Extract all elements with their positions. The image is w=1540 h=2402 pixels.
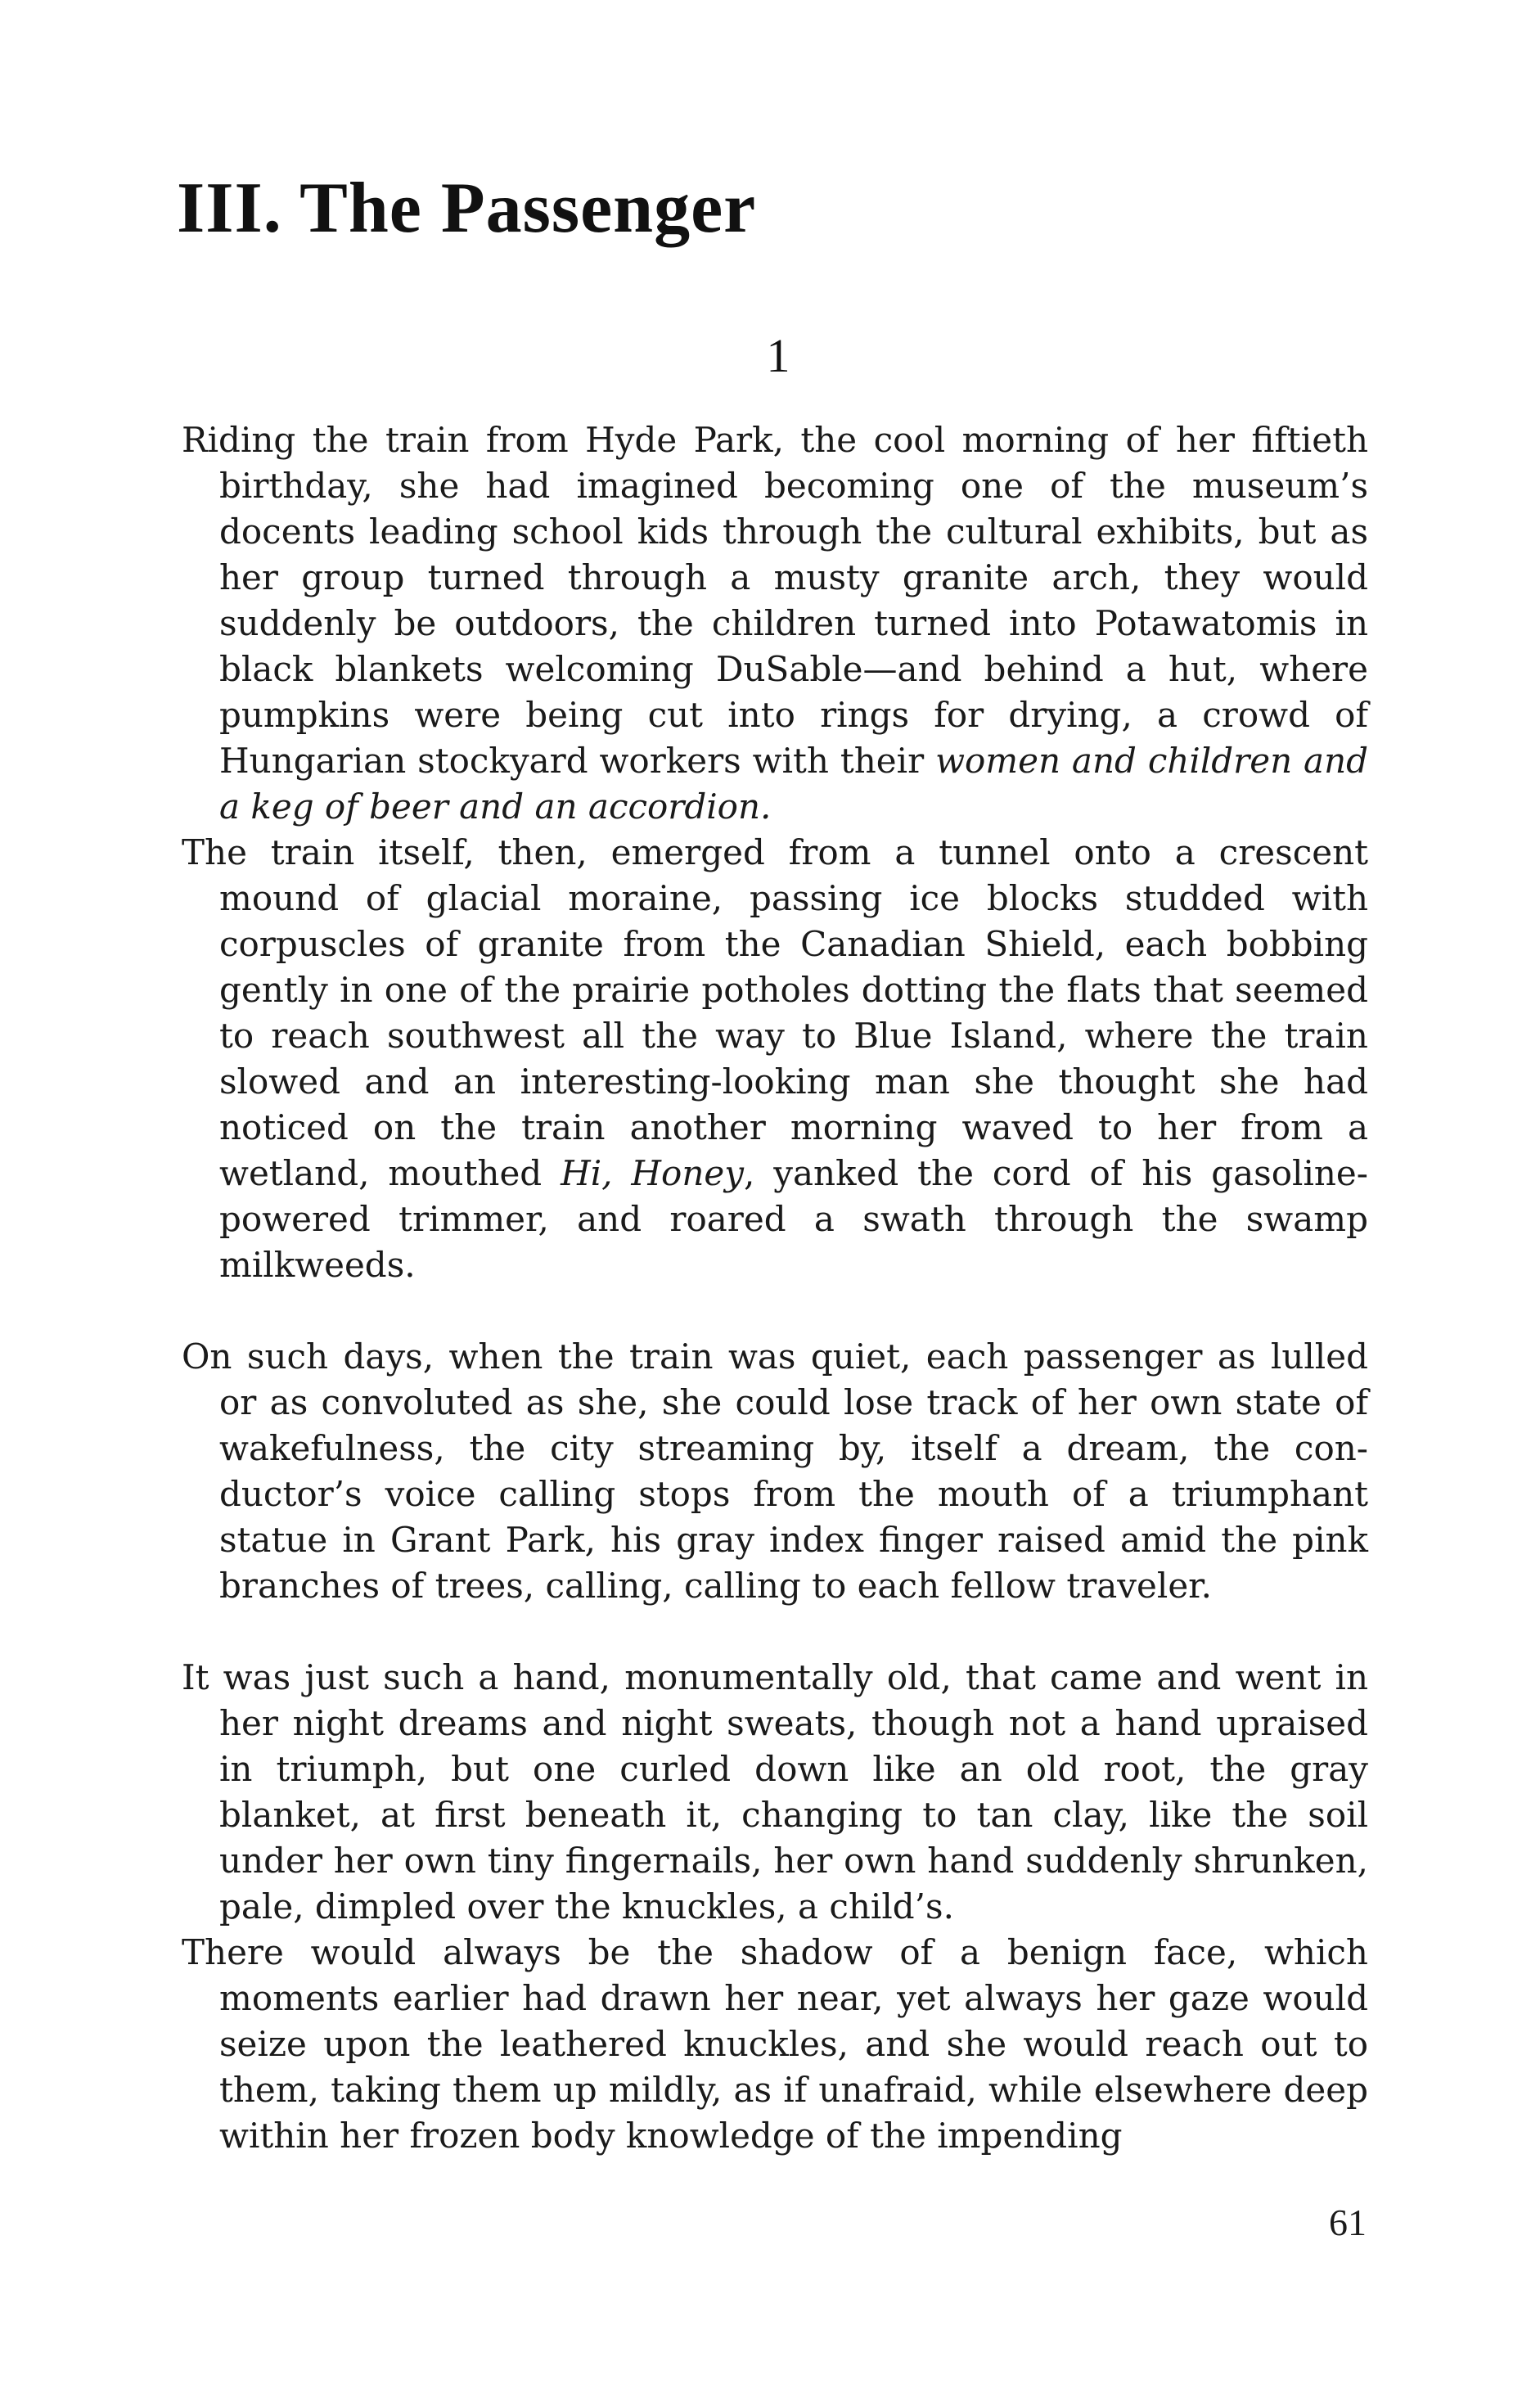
paragraph-4: It was just such a hand, monumentally old, that came and went in her night dreams and night sweats, though not a hand upraised in triumph, but one curled down like an old root, the gray blanket, at first beneath it, changing to tan clay, like the soil under her own tiny fingernails, her own hand suddenly shrunken, pale, dimpled over the knuckles, a child’s. bbox=[182, 1657, 1368, 1927]
paragraph-1 bbox=[182, 417, 1368, 830]
paragraph-gap bbox=[182, 1288, 1368, 1334]
paragraph-2-text-end: , yanked the cord of his gasoline-powered trimmer, and roared a swath through the swamp milkweeds. bbox=[219, 1153, 1368, 1285]
section-number: 1 bbox=[766, 329, 790, 382]
paragraph-gap bbox=[182, 1609, 1368, 1655]
paragraph-2-text: The train itself, then, emerged from a tunnel onto a crescent mound of glacial moraine, passing ice blocks studded with corpuscles of granite from the Canadian Shield, each bobbing gently in one of the prairie potholes dotting the flats that seemed to reach southwest all the way to Blue Island, where the train slowed and an interesting-looking man she thought she had noticed on the train another morning waved to her from a wetland, mouthed bbox=[182, 832, 1368, 1193]
paragraph-5: There would always be the shadow of a benign face, which moments earlier had drawn her near, yet always her gaze would seize upon the leathered knuckles, and she would reach out to them, taking them up mildly, as if unafraid, while elsewhere deep within her frozen body knowledge of the impending bbox=[182, 1932, 1368, 2156]
body-text bbox=[182, 417, 1368, 2159]
page-number: 61 bbox=[1329, 2201, 1367, 2243]
section-number-container bbox=[0, 327, 1540, 385]
paragraph-1-italic: women and children and a keg of beer and an accordion. bbox=[219, 741, 1369, 827]
paragraph-3: On such days, when the train was quiet, each passenger as lulled or as convoluted as she, she could lose track of her own state of wakefulness, the city streaming by, itself a dream, the conductor’s voice calling stops from the mouth of a triumphant statue in Grant Park, his gray index finger raised amid the pink branches of trees, calling, calling to each fellow traveler. bbox=[182, 1336, 1368, 1606]
paragraph-1-text: Riding the train from Hyde Park, the cool morning of her fiftieth birthday, she had imagined becoming one of the museum’s docents leading school kids through the cultural exhibits, but as her group turned through a musty granite arch, they would suddenly be outdoors, the children turned into Potawatomis in black blankets welcoming DuSable—and behind a hut, where pumpkins were being cut into rings for drying, a crowd of Hungarian stockyard workers with their bbox=[182, 420, 1368, 781]
paragraph-2 bbox=[182, 830, 1368, 1288]
paragraph-2-italic: Hi, Honey bbox=[561, 1153, 744, 1193]
chapter-title: III. The Passenger bbox=[177, 169, 757, 248]
